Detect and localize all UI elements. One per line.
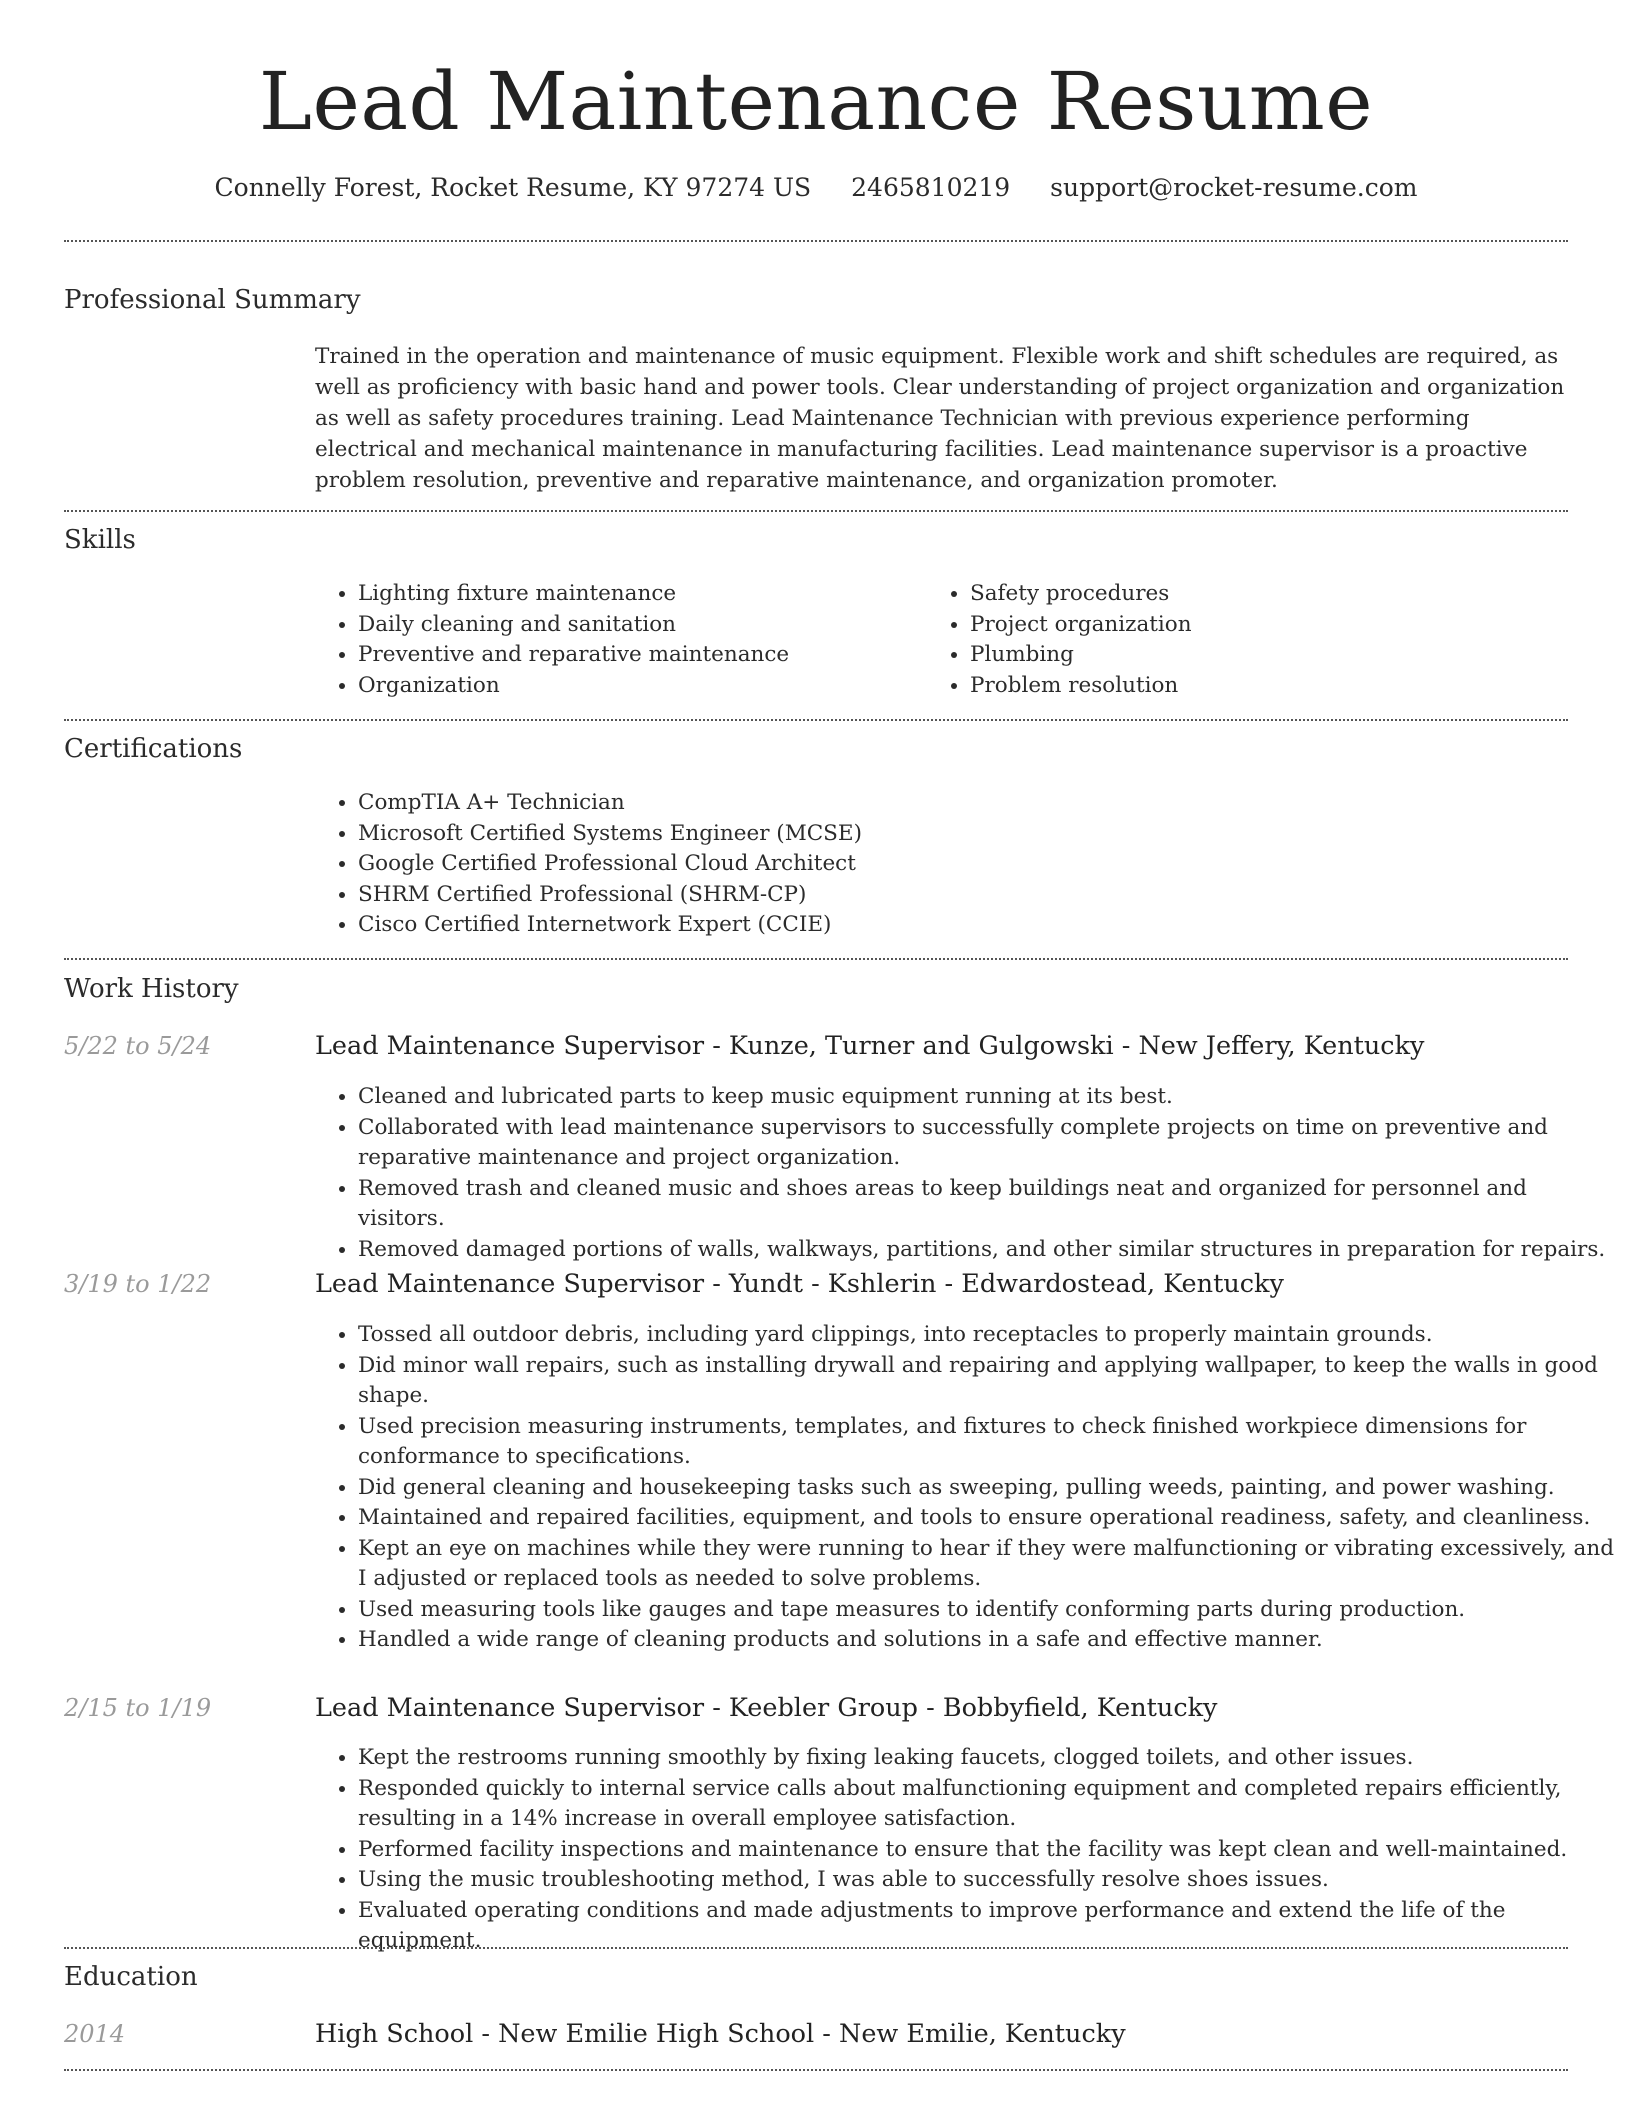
job-bullet: • Performed facility inspections and maintenance to ensure that the facility was kept clean and well-maintained. xyxy=(358,1835,1614,1866)
job-bullets xyxy=(314,1082,1614,1265)
job-title xyxy=(315,1691,1217,1725)
skill-item: • Lighting fixture maintenance xyxy=(358,579,918,610)
section-divider xyxy=(64,719,1568,721)
job-bullet: • Kept an eye on machines while they were running to hear if they were malfunctioning or vibrating excessively, and I adjusted or replaced tools as needed to solve problems. xyxy=(358,1534,1614,1595)
job-bullet: • Cleaned and lubricated parts to keep music equipment running at its best. xyxy=(358,1082,1614,1113)
job-role: Lead Maintenance Supervisor xyxy=(315,1693,705,1723)
job-dates: 5/22 to 5/24 xyxy=(64,1032,212,1060)
education-year: 2014 xyxy=(64,2020,126,2048)
job-bullets xyxy=(314,1743,1614,1957)
section-divider xyxy=(64,240,1568,242)
job-bullet: • Responded quickly to internal service calls about malfunctioning equipment and completed repairs efficiently, resulting in a 14% increase in overall employee satisfaction. xyxy=(358,1774,1614,1835)
job-bullets xyxy=(314,1320,1614,1656)
job-role: Lead Maintenance Supervisor xyxy=(315,1269,705,1299)
contact-phone: 2465810219 xyxy=(851,173,1011,202)
job-bullet: • Used measuring tools like gauges and tape measures to identify conforming parts during production. xyxy=(358,1595,1614,1626)
job-bullet: • Used precision measuring instruments, templates, and fixtures to check finished workpiece dimensions for conformance to specifications. xyxy=(358,1412,1614,1473)
job-employer: - Keebler Group - Bobbyfield, Kentucky xyxy=(704,1693,1218,1723)
certification-item: • Cisco Certified Internetwork Expert (CCIE) xyxy=(358,910,1558,941)
job-bullet: • Removed trash and cleaned music and shoes areas to keep buildings neat and organized for personnel and visitors. xyxy=(358,1174,1614,1235)
skill-item: • Organization xyxy=(358,671,918,702)
certifications-list xyxy=(314,788,1558,941)
work-heading: Work History xyxy=(64,974,239,1004)
section-divider xyxy=(64,958,1568,960)
job-dates: 2/15 to 1/19 xyxy=(64,1694,212,1722)
certification-item: • Microsoft Certified Systems Engineer (MCSE) xyxy=(358,819,1558,850)
job-title xyxy=(315,1029,1424,1063)
job-role: Lead Maintenance Supervisor xyxy=(315,1031,705,1061)
job-bullet: • Evaluated operating conditions and made adjustments to improve performance and extend the life of the equipment. xyxy=(358,1896,1614,1957)
skills-heading: Skills xyxy=(64,525,136,555)
job-bullet: • Collaborated with lead maintenance supervisors to successfully complete projects on time on preventive and reparative maintenance and project organization. xyxy=(358,1113,1614,1174)
section-divider xyxy=(64,1947,1568,1949)
skill-item: • Daily cleaning and sanitation xyxy=(358,610,918,641)
education-entry xyxy=(315,2017,1126,2051)
job-employer: - Kunze, Turner and Gulgowski - New Jeffery, Kentucky xyxy=(704,1031,1425,1061)
job-dates: 3/19 to 1/22 xyxy=(64,1270,212,1298)
job-bullet: • Tossed all outdoor debris, including yard clippings, into receptacles to properly maintain grounds. xyxy=(358,1320,1614,1351)
education-school: - New Emilie High School - New Emilie, Kentucky xyxy=(473,2019,1126,2049)
job-bullet: • Removed damaged portions of walls, walkways, partitions, and other similar structures in preparation for repairs. xyxy=(358,1235,1614,1266)
section-divider xyxy=(64,2069,1568,2071)
job-title xyxy=(315,1267,1284,1301)
contact-address: Connelly Forest, Rocket Resume, KY 97274 US xyxy=(214,173,812,202)
job-bullet: • Handled a wide range of cleaning products and solutions in a safe and effective manner. xyxy=(358,1625,1614,1656)
certification-item: • SHRM Certified Professional (SHRM-CP) xyxy=(358,880,1558,911)
section-divider xyxy=(64,510,1568,512)
job-bullet: • Kept the restrooms running smoothly by fixing leaking faucets, clogged toilets, and other issues. xyxy=(358,1743,1614,1774)
certification-item: • Google Certified Professional Cloud Architect xyxy=(358,849,1558,880)
education-heading: Education xyxy=(64,1962,198,1992)
certifications-heading: Certifications xyxy=(64,734,243,764)
skill-item: • Problem resolution xyxy=(970,671,1570,702)
contact-email[interactable]: support@rocket-resume.com xyxy=(1050,173,1418,202)
job-bullet: • Using the music troubleshooting method, I was able to successfully resolve shoes issues. xyxy=(358,1865,1614,1896)
skill-item: • Safety procedures xyxy=(970,579,1570,610)
job-employer: - Yundt - Kshlerin - Edwardostead, Kentucky xyxy=(704,1269,1284,1299)
skill-item: • Plumbing xyxy=(970,640,1570,671)
skill-item: • Preventive and reparative maintenance xyxy=(358,640,918,671)
summary-heading: Professional Summary xyxy=(64,285,361,315)
job-bullet: • Did general cleaning and housekeeping tasks such as sweeping, pulling weeds, painting, and power washing. xyxy=(358,1473,1614,1504)
skills-list-right xyxy=(926,579,1570,701)
contact-line xyxy=(0,170,1632,206)
job-bullet: • Did minor wall repairs, such as installing drywall and repairing and applying wallpaper, to keep the walls in good shape. xyxy=(358,1351,1614,1412)
certification-item: • CompTIA A+ Technician xyxy=(358,788,1558,819)
resume-title: Lead Maintenance Resume xyxy=(258,55,1374,148)
education-degree: High School xyxy=(315,2019,474,2049)
job-bullet: • Maintained and repaired facilities, equipment, and tools to ensure operational readiness, safety, and cleanliness. xyxy=(358,1503,1614,1534)
skill-item: • Project organization xyxy=(970,610,1570,641)
summary-text: Trained in the operation and maintenance of music equipment. Flexible work and shift schedules are required, as well as proficiency with basic hand and power tools. Clear understanding of project organization and organization as well as safety procedures training. Lead Maintenance Technician with previous experience performing electrical and mechanical maintenance in manufacturing facilities. Lead maintenance supervisor is a proactive problem resolution, preventive and reparative maintenance, and organization promoter. xyxy=(315,344,1565,493)
skills-list-left xyxy=(314,579,918,701)
